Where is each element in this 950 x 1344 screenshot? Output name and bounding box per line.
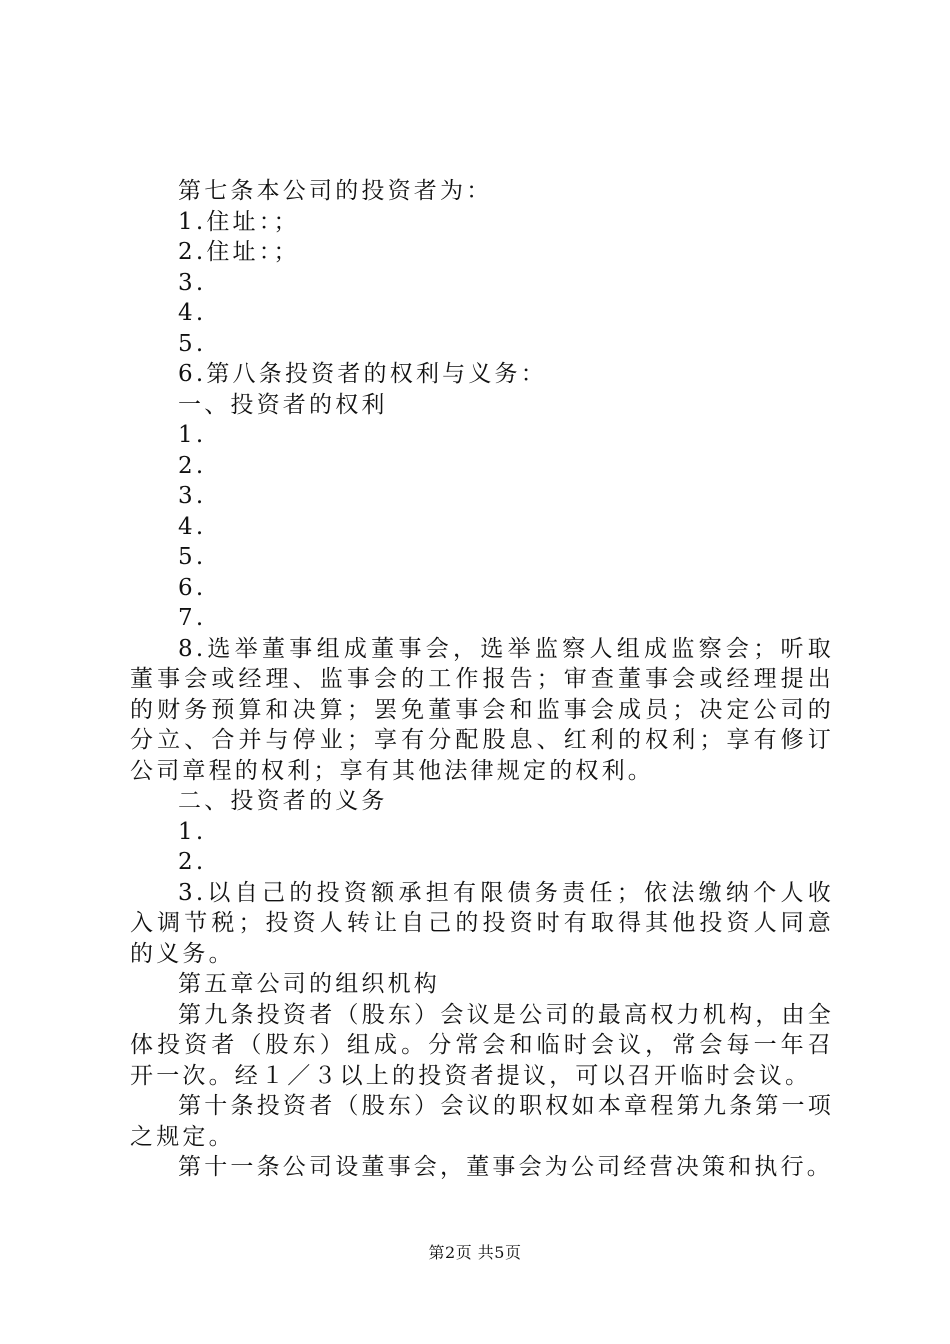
section-heading-rights: 一、投资者的权利 bbox=[178, 391, 388, 418]
paragraph-investor-2: 2.住址：； bbox=[178, 239, 300, 265]
paragraph-investor-4: 4. bbox=[178, 300, 207, 326]
chapter-heading-5: 第五章公司的组织机构 bbox=[178, 971, 440, 997]
paragraph-right-8: 8.选举董事组成董事会，选举监察人组成监察会；听取董事会或经理、监事会的工作报告；审查董事会或经理提出的财务预算和决算；罢免董事会和监事会成员；决定公司的分立、合并与停业；享有分配股息、红利的权利；享有修订公司章程的权利；享有其他法律规定的权利。 bbox=[130, 635, 834, 784]
paragraph-right-4: 4. bbox=[178, 513, 207, 540]
paragraph-obligation-3: 3.以自己的投资额承担有限债务责任；依法缴纳个人收入调节税；投资人转让自己的投资时有取得其他投资人同意的义务。 bbox=[130, 879, 834, 967]
paragraph-article-10: 第十条投资者（股东）会议的职权如本章程第九条第一项之规定。 bbox=[130, 1093, 834, 1150]
paragraph-right-1: 1. bbox=[178, 422, 207, 448]
paragraph-article-9: 第九条投资者（股东）会议是公司的最高权力机构，由全体投资者（股东）组成。分常会和临时会议，常会每一年召开一次。经１／３以上的投资者提议，可以召开临时会议。 bbox=[130, 1001, 834, 1089]
paragraph-right-2: 2. bbox=[178, 452, 207, 479]
paragraph-right-3: 3. bbox=[178, 483, 207, 509]
paragraph-article-11: 第十一条公司设董事会，董事会为公司经营决策和执行。 bbox=[178, 1154, 833, 1180]
paragraph-article-7: 第七条本公司的投资者为： bbox=[178, 178, 493, 204]
page-footer: 第2页 共5页 bbox=[428, 1243, 522, 1262]
paragraph-right-6: 6. bbox=[178, 574, 207, 601]
section-heading-obligations: 二、投资者的义务 bbox=[178, 788, 388, 814]
paragraph-right-7: 7. bbox=[178, 605, 207, 631]
paragraph-right-5: 5. bbox=[178, 544, 207, 570]
paragraph-investor-1: 1.住址：； bbox=[178, 208, 300, 235]
paragraph-investor-3: 3. bbox=[178, 269, 207, 296]
document-body bbox=[130, 176, 834, 1183]
paragraph-article-8: 6.第八条投资者的权利与义务： bbox=[178, 361, 547, 387]
paragraph-obligation-1: 1. bbox=[178, 818, 207, 845]
paragraph-investor-5: 5. bbox=[178, 330, 207, 357]
paragraph-obligation-2: 2. bbox=[178, 849, 207, 875]
